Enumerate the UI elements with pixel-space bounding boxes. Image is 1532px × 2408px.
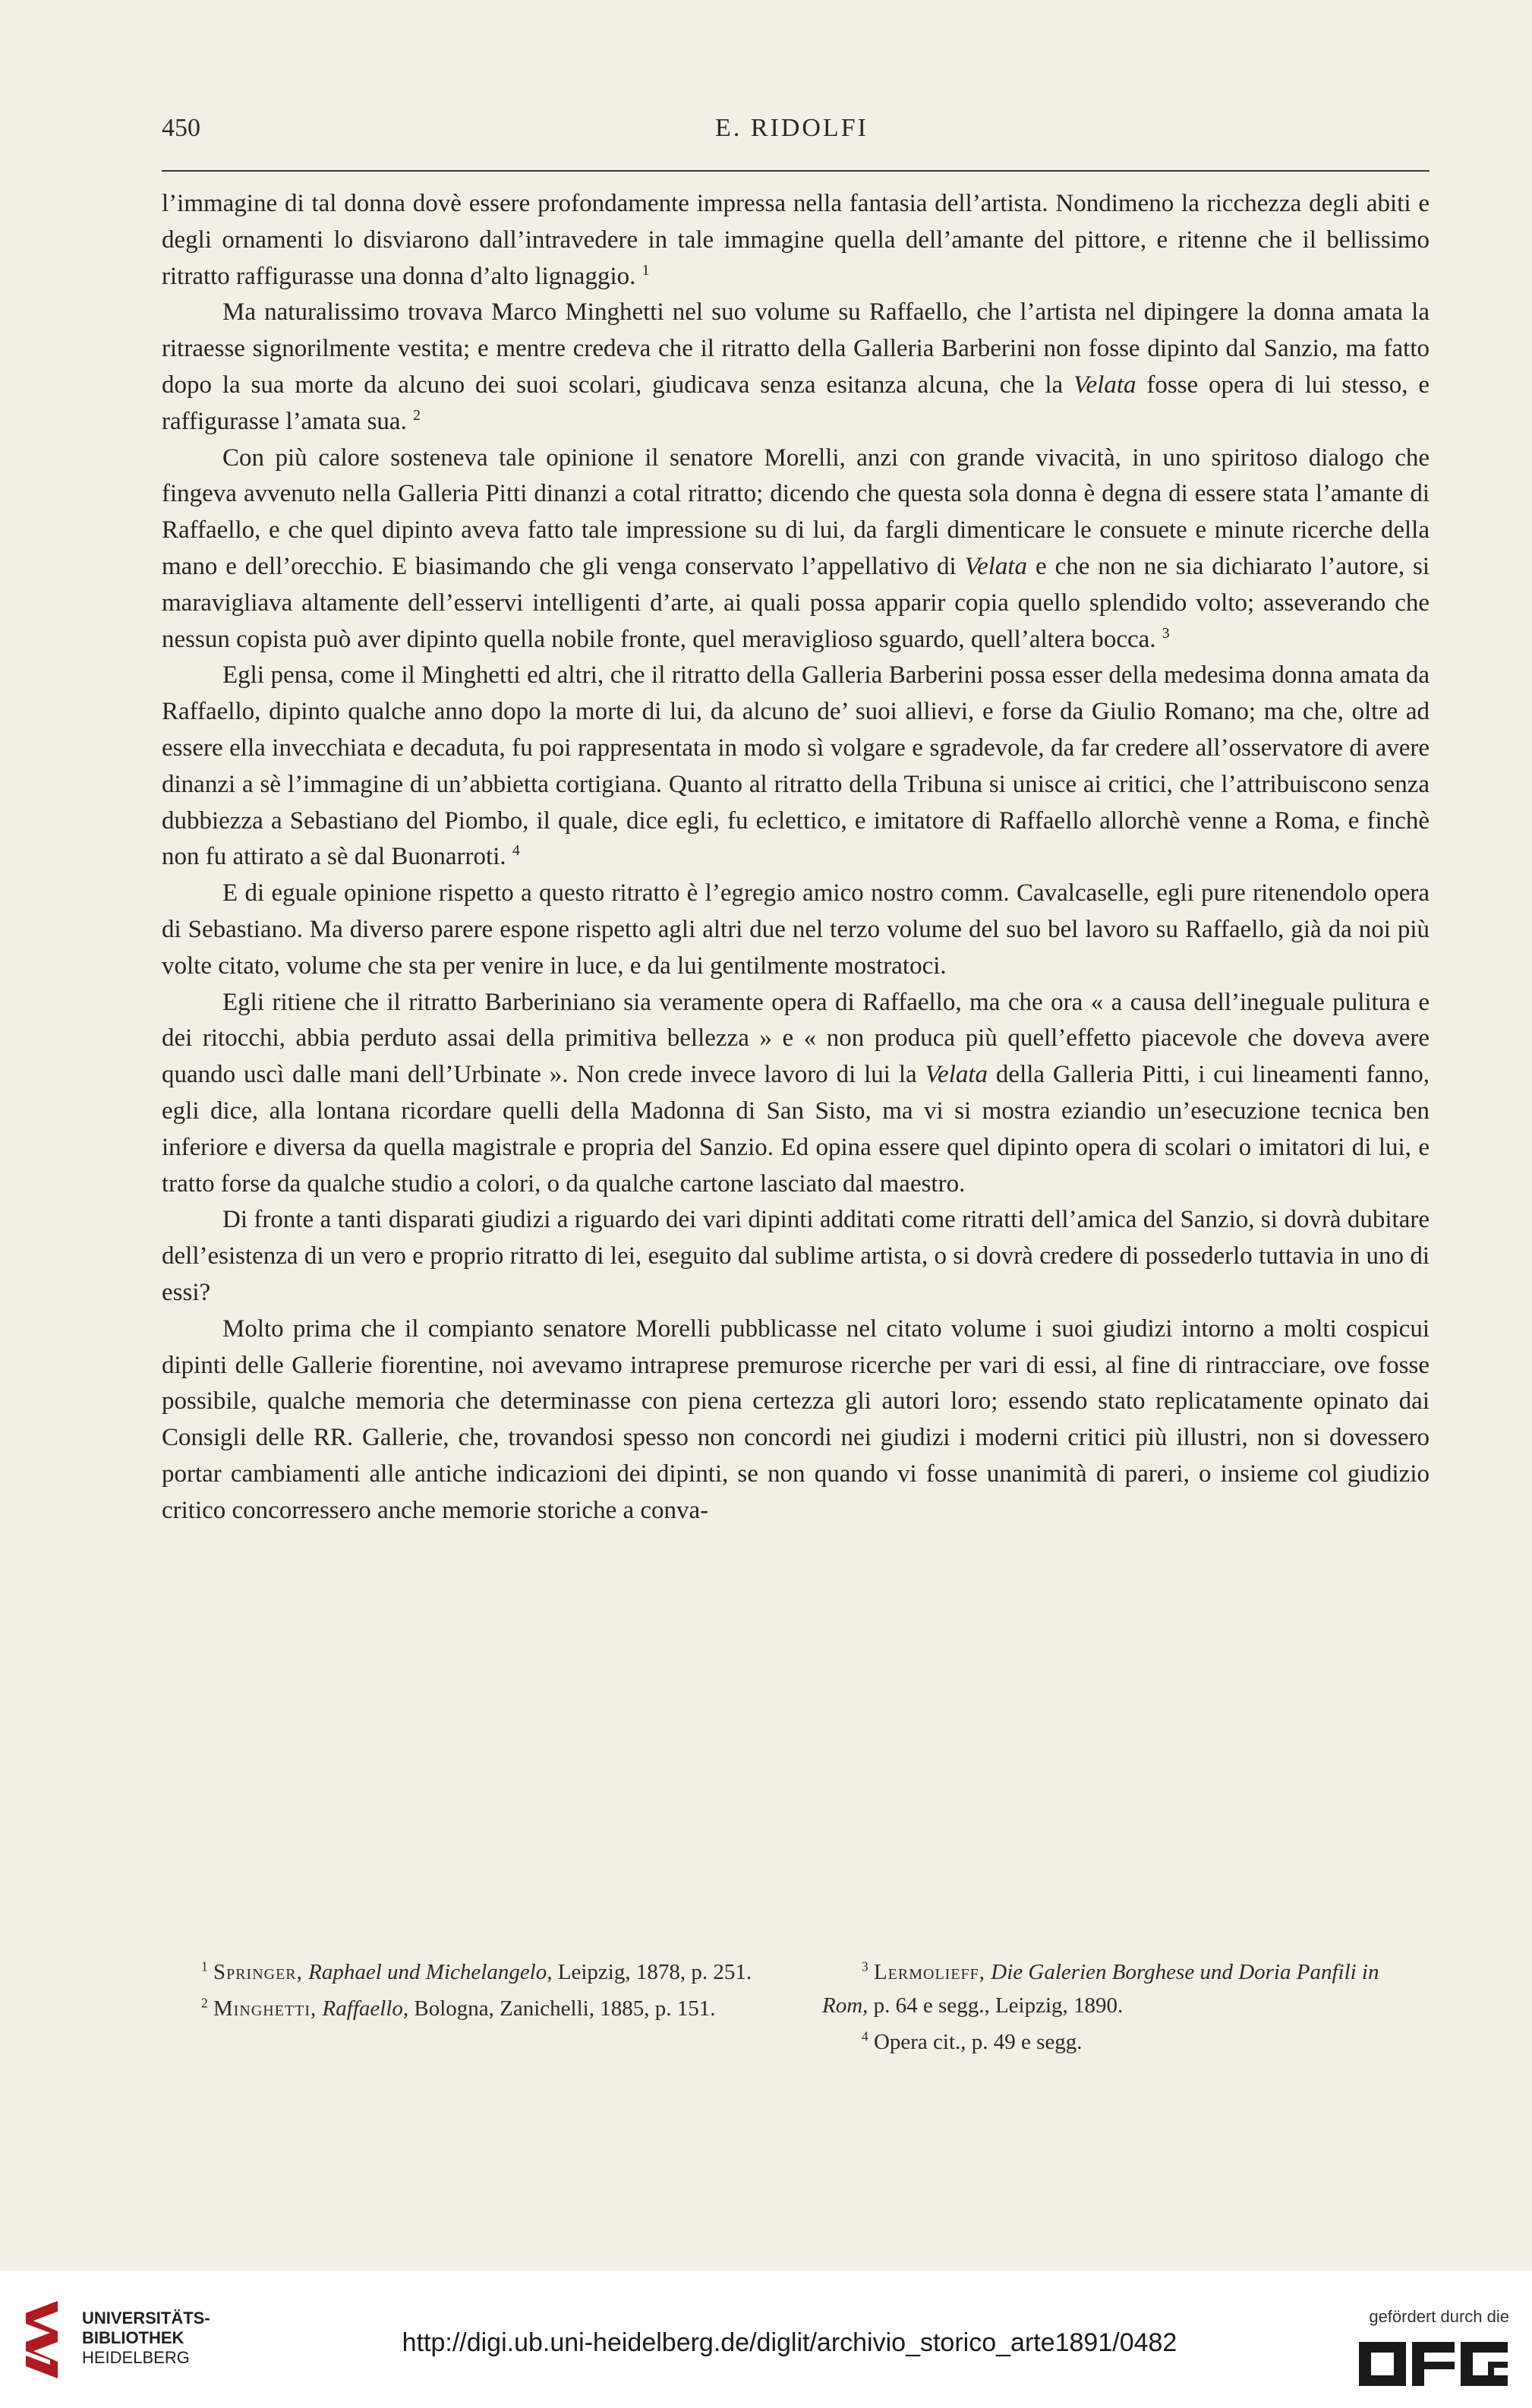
- footnote-column-left: [162, 1955, 769, 2028]
- paragraph: Molto prima che il compianto senatore Morelli pubblicasse nel citato volume i suoi giudizi intorno a molti cospicui dipinti delle Gallerie fiorentine, noi avevamo intraprese premurose ricerche per vari di essi, al fine di rintracciare, ove fosse possibile, qualche memoria che determinasse con piena certezza gli autori loro; essendo stato replicatamente opinato dai Consigli delle RR. Gallerie, che, trovandosi spesso non concordi nei giudizi i moderni critici più illustri, non si dovessero portar cambiamenti alle antiche indicazioni dei dipinti, se non quando vi fosse unanimità di pareri, o insieme col giudizio critico concorressero anche memorie storiche a conva-: [162, 1314, 1430, 1524]
- footnote: $^2$ Minghetti, Raffaello, Bologna, Zanichelli, 1885, p. 151.: [201, 1995, 716, 2021]
- page-number: 450: [162, 114, 200, 142]
- footnote: $^1$ Springer, Raphael und Michelangelo, Leipzig, 1878, p. 251.: [201, 1958, 752, 1984]
- footnote-ref: 1: [641, 261, 650, 279]
- italic-term: Velata: [925, 1061, 988, 1089]
- funding-caption: gefördert durch die: [1369, 2307, 1509, 2326]
- footnotes: [162, 1955, 1430, 2122]
- italic-term: Velata: [964, 552, 1028, 580]
- footnote-ref: 4: [512, 842, 520, 860]
- digitization-footer: [0, 2271, 1532, 2408]
- footnote-column-right: [822, 1955, 1430, 2062]
- header-rule: [162, 170, 1430, 172]
- footnote-ref: 3: [1162, 624, 1170, 642]
- ub-heidelberg-logo-icon: [20, 2298, 64, 2381]
- footnote: $^4$ Opera cit., p. 49 e segg.: [862, 2028, 1083, 2054]
- permalink[interactable]: http://digi.ub.uni-heidelberg.de/diglit/archivio_storico_arte1891/0482: [402, 2328, 1177, 2357]
- dfg-logo-icon: [1359, 2337, 1511, 2391]
- paragraph: Con più calore sosteneva tale opinione il senatore Morelli, anzi con grande vivacità, in uno spiritoso dialogo che fingeva avvenuto nella Galleria Pitti dinanzi a cotal ritratto; dicendo che questa sola donna è degna di essere stata l’amante di Raffaello, e che quel dipinto aveva fatto tale impressione su di lui, da fargli dimenticare le consuete e minute ricerche della mano e dell’orecchio. E biasimando che gli venga conservato l’appellativo di Velata e che non ne sia dichiarato l’autore, si maravigliava altamente dell’esservi intelligenti d’arte, ai quali possa apparir copia quello splendido volto; asseverando che nessun copista può aver dipinto quella nobile fronte, quel meraviglioso sguardo, quell’altera bocca. $^3$: [162, 443, 1430, 653]
- paragraph: E di eguale opinione rispetto a questo ritratto è l’egregio amico nostro comm. Cavalcaselle, egli pure ritenendolo opera di Sebastiano. Ma diverso parere espone rispetto agli altri due nel terzo volume del suo bel lavoro su Raffaello, già da noi più volte citato, volume che sta per venire in luce, e da lui gentilmente mostratoci.: [162, 879, 1430, 980]
- footnote-ref: 2: [413, 406, 421, 424]
- footnote: $^3$ Lermolieff, Die Galerien Borghese und Doria Panfili in Rom, p. 64 e segg., Leipzig, 1890.: [822, 1958, 1379, 2018]
- running-head-author: E. RIDOLFI: [715, 114, 868, 142]
- paragraph: l’immagine di tal donna dovè essere profondamente impressa nella fantasia dell’artista. Nondimeno la ricchezza degli abiti e degli ornamenti lo disviarono dall’intravedere in tale immagine quella dell’amante del pittore, e ritenne che il bellissimo ritratto raffigurasse una donna d’alto lignaggio. $^1$: [162, 190, 1430, 290]
- library-name: UNIVERSITÄTS- BIBLIOTHEK HEIDELBERG: [82, 2309, 210, 2367]
- paragraph: Di fronte a tanti disparati giudizi a riguardo dei vari dipinti additati come ritratti dell’amica del Sanzio, si dovrà dubitare dell’esistenza di un vero e proprio ritratto di lei, eseguito dal sublime artista, o si dovrà credere di possederlo tuttavia in uno di essi?: [162, 1206, 1430, 1306]
- paragraph: Egli pensa, come il Minghetti ed altri, che il ritratto della Galleria Barberini possa esser della medesima donna amata da Raffaello, dipinto qualche anno dopo la morte di lui, da alcuno de’ suoi allievi, e forse da Giulio Romano; ma che, oltre ad essere ella invecchiata e decaduta, fu poi rappresentata in modo sì volgare e sgradevole, da far credere all’osservatore di avere dinanzi a sè l’immagine di un’abbietta cortigiana. Quanto al ritratto della Tribuna si unisce ai critici, che l’attribuiscono senza dubbiezza a Sebastiano del Piombo, il quale, dice egli, fu eclettico, e imitatore di Raffaello allorchè venne a Roma, e finchè non fu attirato a sè dal Buonarroti. $^4$: [162, 661, 1430, 871]
- running-head: [162, 114, 1422, 150]
- italic-term: Velata: [1073, 371, 1136, 399]
- body-text: [162, 186, 1430, 1529]
- paragraph: Egli ritiene che il ritratto Barberiniano sia veramente opera di Raffaello, ma che ora « a causa dell’ineguale pulitura e dei ritocchi, abbia perduto assai della primitiva bellezza » e « non produca più quell’effetto piacevole che doveva avere quando uscì dalle mani dell’Urbinate ». Non crede invece lavoro di lui la Velata della Galleria Pitti, i cui lineamenti fanno, egli dice, alla lontana ricordare quelli della Madonna di San Sisto, ma vi si mostra eziandio un’esecuzione tecnica ben inferiore e diversa da quella magistrale e propria del Sanzio. Ed opina essere quel dipinto opera di scolari o imitatori di lui, e tratto forse da qualche studio a colori, o da qualche cartone lasciato dal maestro.: [162, 988, 1430, 1198]
- paragraph: Ma naturalissimo trovava Marco Minghetti nel suo volume su Raffaello, che l’artista nel dipingere la donna amata la ritraesse signorilmente vestita; e mentre credeva che il ritratto della Galleria Barberini non fosse dipinto dal Sanzio, ma fatto dopo la sua morte da alcuno dei suoi scolari, giudicava senza esitanza alcuna, che la Velata fosse opera di lui stesso, e raffigurasse l’amata sua. $^2$: [162, 298, 1430, 435]
